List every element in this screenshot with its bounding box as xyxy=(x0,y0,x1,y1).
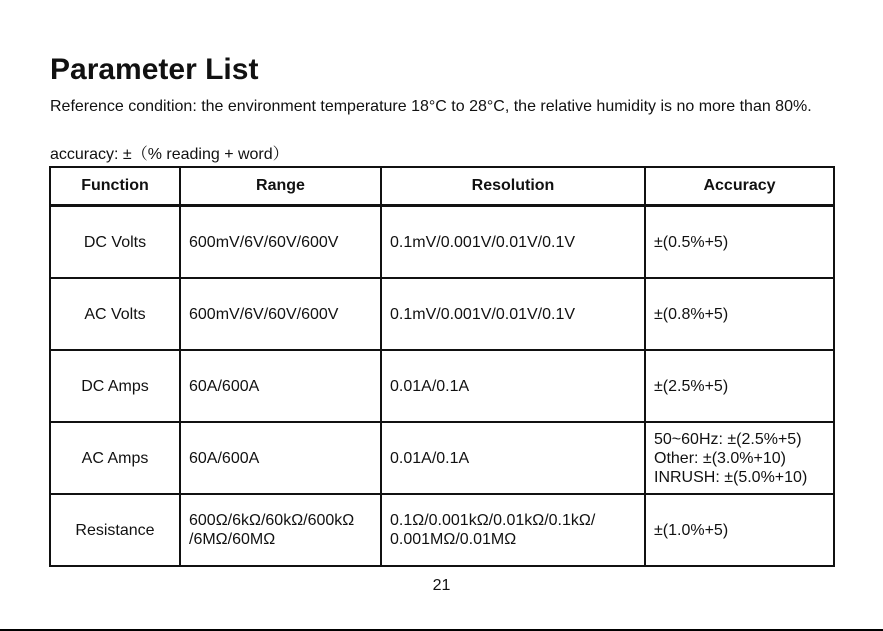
cell-resolution xyxy=(381,494,645,566)
page-number: 21 xyxy=(432,577,451,594)
cell-range xyxy=(180,350,381,422)
range-line: 60A/600A xyxy=(189,449,260,467)
resolution-line: 0.001MΩ/0.01MΩ xyxy=(390,531,517,548)
resolution-line: 0.01A/0.1A xyxy=(390,449,470,467)
accuracy-line: Other: ±(3.0%+10) xyxy=(654,449,786,467)
table-body xyxy=(50,206,834,567)
cell-function: AC Amps xyxy=(50,422,180,494)
cell-range xyxy=(180,494,381,566)
table-row xyxy=(50,494,834,566)
reference-condition-text: Reference condition: the environment temperature 18°C to 28°C, the relative humidity is no more than 80%. xyxy=(50,98,812,115)
table-row xyxy=(50,422,834,494)
table-row xyxy=(50,350,834,422)
cell-range xyxy=(180,206,381,279)
cell-accuracy xyxy=(645,494,834,566)
header-function: Function xyxy=(50,167,180,206)
page-title: Parameter List xyxy=(50,53,259,86)
cell-accuracy xyxy=(645,422,834,494)
cell-function: DC Amps xyxy=(50,350,180,422)
resolution-line: 0.1Ω/0.001kΩ/0.01kΩ/0.1kΩ/ xyxy=(390,512,596,529)
resolution-line: 0.1mV/0.001V/0.01V/0.1V xyxy=(390,305,576,323)
cell-accuracy xyxy=(645,206,834,279)
accuracy-line: ±(1.0%+5) xyxy=(654,521,729,539)
cell-resolution xyxy=(381,206,645,279)
cell-range xyxy=(180,278,381,350)
accuracy-line: ±(0.5%+5) xyxy=(654,233,729,251)
resolution-line: 0.1mV/0.001V/0.01V/0.1V xyxy=(390,233,576,251)
cell-resolution xyxy=(381,422,645,494)
resolution-line: 0.01A/0.1A xyxy=(390,377,470,395)
range-line: 600Ω/6kΩ/60kΩ/600kΩ xyxy=(189,512,355,529)
cell-function: Resistance xyxy=(50,494,180,566)
cell-accuracy xyxy=(645,278,834,350)
accuracy-line: ±(0.8%+5) xyxy=(654,305,729,323)
range-line: 60A/600A xyxy=(189,377,260,395)
table-row xyxy=(50,206,834,279)
accuracy-line: 50~60Hz: ±(2.5%+5) xyxy=(654,430,802,448)
parameter-table xyxy=(49,166,835,567)
cell-range xyxy=(180,422,381,494)
header-accuracy: Accuracy xyxy=(645,167,834,206)
cell-function: AC Volts xyxy=(50,278,180,350)
cell-resolution xyxy=(381,278,645,350)
header-range: Range xyxy=(180,167,381,206)
table-header-row xyxy=(50,167,834,206)
range-line: /6MΩ/60MΩ xyxy=(189,531,276,548)
accuracy-line: ±(2.5%+5) xyxy=(654,377,729,395)
header-resolution: Resolution xyxy=(381,167,645,206)
accuracy-line: INRUSH: ±(5.0%+10) xyxy=(654,468,808,486)
range-line: 600mV/6V/60V/600V xyxy=(189,233,339,251)
table-row xyxy=(50,278,834,350)
range-line: 600mV/6V/60V/600V xyxy=(189,305,339,323)
accuracy-format-note: accuracy: ±（% reading + word） xyxy=(50,146,289,163)
cell-resolution xyxy=(381,350,645,422)
cell-function: DC Volts xyxy=(50,206,180,279)
cell-accuracy xyxy=(645,350,834,422)
